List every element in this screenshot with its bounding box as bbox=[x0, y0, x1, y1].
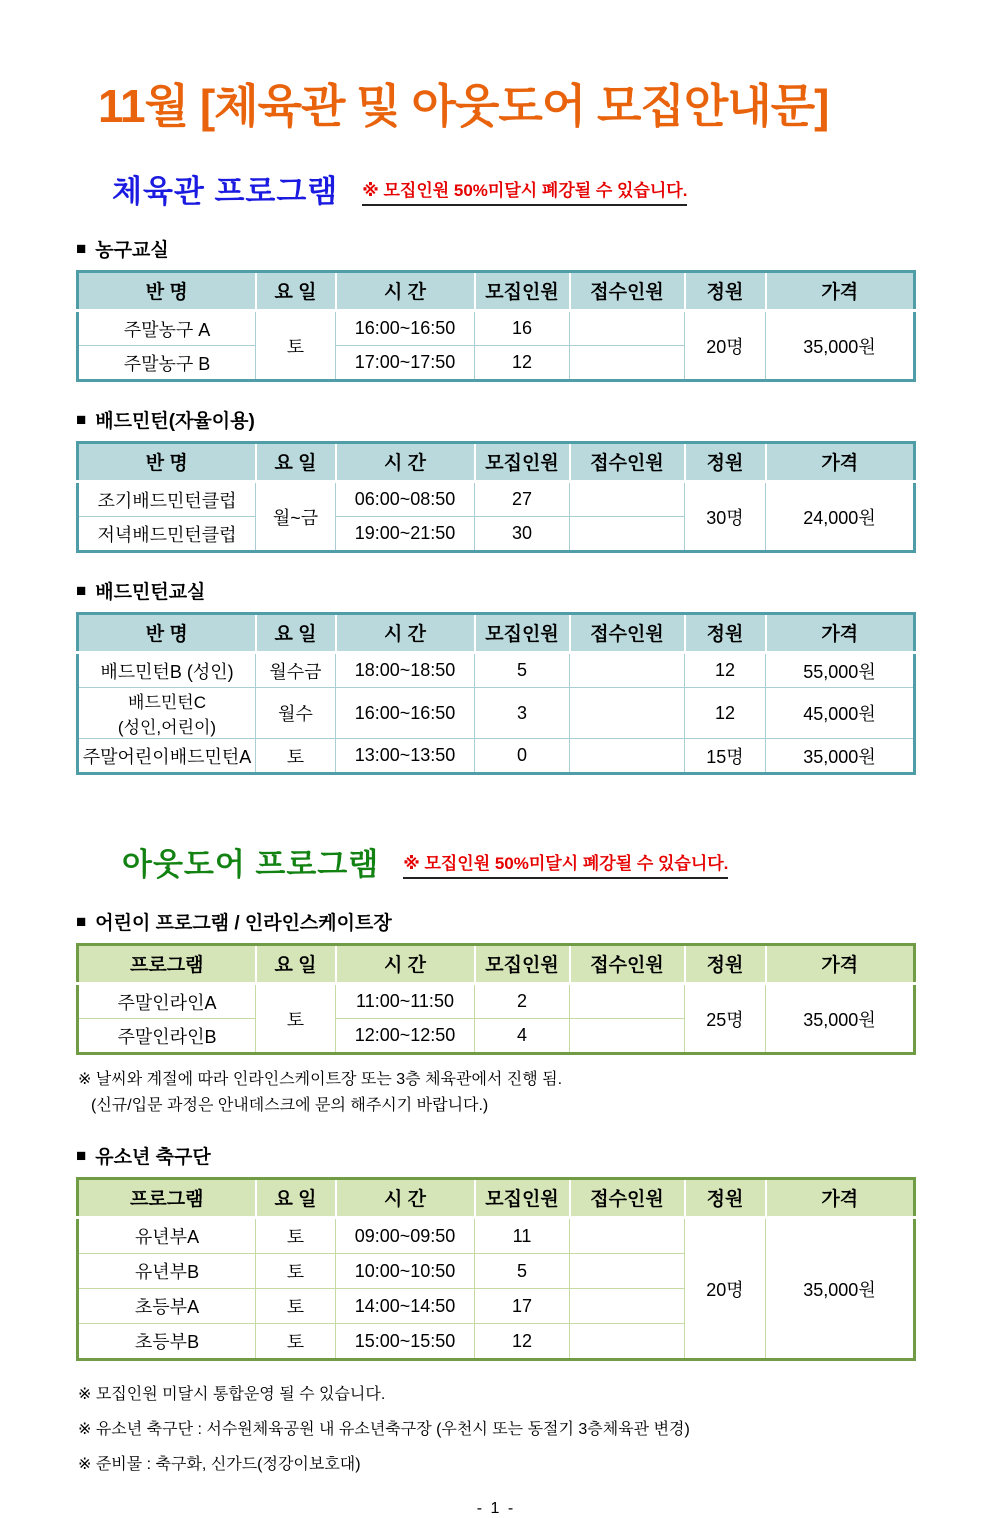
cell-received bbox=[570, 346, 685, 381]
square-bullet-icon: ■ bbox=[76, 581, 87, 600]
cell-price: 35,000원 bbox=[766, 1218, 915, 1360]
inline-table bbox=[76, 943, 916, 1055]
gym-section-header bbox=[112, 166, 916, 211]
cell-name-line2: (성인,어린이) bbox=[117, 718, 217, 737]
col-header-day: 요 일 bbox=[256, 945, 336, 984]
soccer-table-wrap bbox=[76, 1177, 916, 1361]
badminton-free-subsection-title bbox=[76, 406, 916, 433]
cell-price: 35,000원 bbox=[766, 984, 915, 1054]
cell-received bbox=[570, 984, 685, 1019]
cell-day: 토 bbox=[256, 311, 336, 381]
col-header-price: 가격 bbox=[766, 614, 915, 653]
inline-subsection-label: 어린이 프로그램 / 인라인스케이트장 bbox=[95, 913, 392, 934]
col-header-day: 요 일 bbox=[256, 443, 336, 482]
cell-recruit: 0 bbox=[475, 739, 570, 774]
table-row bbox=[78, 688, 915, 739]
col-header-name: 반 명 bbox=[78, 272, 256, 311]
cell-day: 토 bbox=[256, 739, 336, 774]
cell-recruit: 16 bbox=[475, 311, 570, 346]
col-header-capacity: 정원 bbox=[685, 614, 766, 653]
cell-recruit: 12 bbox=[475, 1324, 570, 1360]
footer-note-line: ※ 모집인원 미달시 통합운영 될 수 있습니다. bbox=[78, 1386, 386, 1404]
inline-note-line: (신규/입문 과정은 안내데스크에 문의 해주시기 바랍니다.) bbox=[91, 1096, 489, 1114]
col-header-capacity: 정원 bbox=[685, 272, 766, 311]
col-header-day: 요 일 bbox=[256, 1179, 336, 1218]
col-header-recruit: 모집인원 bbox=[475, 1179, 570, 1218]
inline-table-wrap bbox=[76, 943, 916, 1055]
square-bullet-icon: ■ bbox=[76, 410, 87, 429]
cell-name: 조기배드민턴클럽 bbox=[78, 482, 256, 517]
footer-notes bbox=[78, 1381, 916, 1474]
col-header-time: 시 간 bbox=[336, 272, 475, 311]
cell-time: 15:00~15:50 bbox=[336, 1324, 475, 1360]
cell-price: 45,000원 bbox=[766, 688, 915, 739]
col-header-day: 요 일 bbox=[256, 614, 336, 653]
cell-capacity: 15명 bbox=[685, 739, 766, 774]
cell-recruit: 5 bbox=[475, 1254, 570, 1289]
col-header-name: 반 명 bbox=[78, 443, 256, 482]
basketball-subsection-title bbox=[76, 235, 916, 262]
cell-received bbox=[570, 1324, 685, 1360]
cell-received bbox=[570, 653, 685, 688]
soccer-subsection-label: 유소년 축구단 bbox=[95, 1147, 211, 1169]
col-header-time: 시 간 bbox=[336, 443, 475, 482]
table-row bbox=[78, 482, 915, 517]
cell-time: 19:00~21:50 bbox=[336, 517, 475, 552]
cell-name: 주말인라인B bbox=[78, 1019, 256, 1054]
col-header-capacity: 정원 bbox=[685, 1179, 766, 1218]
inline-notes bbox=[78, 1067, 916, 1118]
basketball-table bbox=[76, 270, 916, 382]
col-header-recruit: 모집인원 bbox=[475, 272, 570, 311]
cell-day: 월~금 bbox=[256, 482, 336, 552]
col-header-capacity: 정원 bbox=[685, 945, 766, 984]
cell-day: 토 bbox=[256, 1324, 336, 1360]
cell-capacity: 20명 bbox=[685, 311, 766, 381]
gym-section-title: 체육관 프로그램 bbox=[112, 174, 339, 209]
table-row bbox=[78, 739, 915, 774]
col-header-received: 접수인원 bbox=[570, 945, 685, 984]
inline-subsection-title bbox=[76, 908, 916, 935]
table-header-row bbox=[78, 443, 915, 482]
cell-name: 배드민턴B (성인) bbox=[78, 653, 256, 688]
badminton-class-table-wrap bbox=[76, 612, 916, 775]
col-header-price: 가격 bbox=[766, 945, 915, 984]
col-header-program: 프로그램 bbox=[78, 1179, 256, 1218]
table-header-row bbox=[78, 272, 915, 311]
footer-note-line: ※ 유소년 축구단 : 서수원체육공원 내 유소년축구장 (우천시 또는 동절기 3층체육관 변경) bbox=[78, 1421, 690, 1439]
cell-time: 18:00~18:50 bbox=[336, 653, 475, 688]
outdoor-section-header bbox=[122, 839, 916, 884]
col-header-price: 가격 bbox=[766, 272, 915, 311]
col-header-time: 시 간 bbox=[336, 945, 475, 984]
cell-received bbox=[570, 739, 685, 774]
gym-section-notice: ※ 모집인원 50%미달시 폐강될 수 있습니다. bbox=[362, 176, 687, 206]
cell-day: 토 bbox=[256, 984, 336, 1054]
basketball-table-wrap bbox=[76, 270, 916, 382]
cell-time: 16:00~16:50 bbox=[336, 688, 475, 739]
col-header-recruit: 모집인원 bbox=[475, 614, 570, 653]
badminton-free-table-wrap bbox=[76, 441, 916, 553]
cell-time: 10:00~10:50 bbox=[336, 1254, 475, 1289]
cell-received bbox=[570, 311, 685, 346]
square-bullet-icon: ■ bbox=[76, 239, 87, 258]
col-header-received: 접수인원 bbox=[570, 1179, 685, 1218]
cell-name: 저녁배드민턴클럽 bbox=[78, 517, 256, 552]
table-header-row bbox=[78, 945, 915, 984]
cell-time: 17:00~17:50 bbox=[336, 346, 475, 381]
col-header-name: 반 명 bbox=[78, 614, 256, 653]
cell-name: 초등부B bbox=[78, 1324, 256, 1360]
cell-time: 11:00~11:50 bbox=[336, 984, 475, 1019]
cell-received bbox=[570, 1218, 685, 1254]
outdoor-section-notice: ※ 모집인원 50%미달시 폐강될 수 있습니다. bbox=[403, 849, 728, 879]
cell-capacity: 30명 bbox=[685, 482, 766, 552]
cell-recruit: 3 bbox=[475, 688, 570, 739]
table-header-row bbox=[78, 614, 915, 653]
cell-time: 16:00~16:50 bbox=[336, 311, 475, 346]
cell-received bbox=[570, 482, 685, 517]
cell-received bbox=[570, 688, 685, 739]
col-header-received: 접수인원 bbox=[570, 272, 685, 311]
cell-received bbox=[570, 1289, 685, 1324]
cell-capacity: 12 bbox=[685, 653, 766, 688]
cell-recruit: 30 bbox=[475, 517, 570, 552]
cell-capacity: 20명 bbox=[685, 1218, 766, 1360]
square-bullet-icon: ■ bbox=[76, 912, 87, 931]
table-row bbox=[78, 1218, 915, 1254]
cell-price: 35,000원 bbox=[766, 311, 915, 381]
soccer-table bbox=[76, 1177, 916, 1361]
cell-name: 주말농구 B bbox=[78, 346, 256, 381]
cell-name: 유년부A bbox=[78, 1218, 256, 1254]
col-header-price: 가격 bbox=[766, 443, 915, 482]
page-number: - 1 - bbox=[476, 1500, 516, 1518]
cell-day: 토 bbox=[256, 1218, 336, 1254]
table-row bbox=[78, 984, 915, 1019]
cell-time: 12:00~12:50 bbox=[336, 1019, 475, 1054]
cell-name bbox=[78, 688, 256, 739]
cell-price: 24,000원 bbox=[766, 482, 915, 552]
cell-time: 06:00~08:50 bbox=[336, 482, 475, 517]
cell-capacity: 25명 bbox=[685, 984, 766, 1054]
col-header-capacity: 정원 bbox=[685, 443, 766, 482]
cell-received bbox=[570, 1019, 685, 1054]
col-header-program: 프로그램 bbox=[78, 945, 256, 984]
cell-time: 13:00~13:50 bbox=[336, 739, 475, 774]
cell-recruit: 4 bbox=[475, 1019, 570, 1054]
outdoor-section-title: 아웃도어 프로그램 bbox=[122, 847, 380, 882]
col-header-recruit: 모집인원 bbox=[475, 443, 570, 482]
badminton-free-subsection-label: 배드민턴(자율이용) bbox=[95, 411, 255, 432]
cell-received bbox=[570, 517, 685, 552]
col-header-received: 접수인원 bbox=[570, 443, 685, 482]
cell-day: 토 bbox=[256, 1254, 336, 1289]
cell-time: 09:00~09:50 bbox=[336, 1218, 475, 1254]
square-bullet-icon: ■ bbox=[76, 1146, 87, 1166]
cell-name: 주말농구 A bbox=[78, 311, 256, 346]
soccer-subsection-title bbox=[76, 1142, 916, 1169]
footer-note-line: ※ 준비물 : 축구화, 신가드(정강이보호대) bbox=[78, 1456, 361, 1474]
cell-price: 35,000원 bbox=[766, 739, 915, 774]
cell-name: 주말어린이배드민턴A bbox=[78, 739, 256, 774]
table-row bbox=[78, 653, 915, 688]
cell-name: 초등부A bbox=[78, 1289, 256, 1324]
badminton-free-table bbox=[76, 441, 916, 553]
col-header-recruit: 모집인원 bbox=[475, 945, 570, 984]
cell-name: 주말인라인A bbox=[78, 984, 256, 1019]
table-row bbox=[78, 311, 915, 346]
col-header-price: 가격 bbox=[766, 1179, 915, 1218]
cell-received bbox=[570, 1254, 685, 1289]
cell-recruit: 17 bbox=[475, 1289, 570, 1324]
col-header-time: 시 간 bbox=[336, 1179, 475, 1218]
cell-time: 14:00~14:50 bbox=[336, 1289, 475, 1324]
table-header-row bbox=[78, 1179, 915, 1218]
cell-name-line1: 배드민턴C bbox=[128, 693, 206, 712]
cell-recruit: 2 bbox=[475, 984, 570, 1019]
col-header-received: 접수인원 bbox=[570, 614, 685, 653]
inline-note-line: ※ 날씨와 계절에 따라 인라인스케이트장 또는 3층 체육관에서 진행 됨. bbox=[78, 1071, 563, 1088]
badminton-class-table bbox=[76, 612, 916, 775]
cell-day: 토 bbox=[256, 1289, 336, 1324]
col-header-time: 시 간 bbox=[336, 614, 475, 653]
cell-recruit: 5 bbox=[475, 653, 570, 688]
cell-day: 월수금 bbox=[256, 653, 336, 688]
cell-day: 월수 bbox=[256, 688, 336, 739]
basketball-subsection-label: 농구교실 bbox=[95, 240, 169, 261]
badminton-class-subsection-label: 배드민턴교실 bbox=[95, 582, 206, 603]
cell-recruit: 12 bbox=[475, 346, 570, 381]
cell-recruit: 27 bbox=[475, 482, 570, 517]
cell-name: 유년부B bbox=[78, 1254, 256, 1289]
cell-price: 55,000원 bbox=[766, 653, 915, 688]
col-header-day: 요 일 bbox=[256, 272, 336, 311]
cell-recruit: 11 bbox=[475, 1218, 570, 1254]
badminton-class-subsection-title bbox=[76, 577, 916, 604]
document-title: 11월 [체육관 및 아웃도어 모집안내문] bbox=[98, 80, 829, 132]
cell-capacity: 12 bbox=[685, 688, 766, 739]
